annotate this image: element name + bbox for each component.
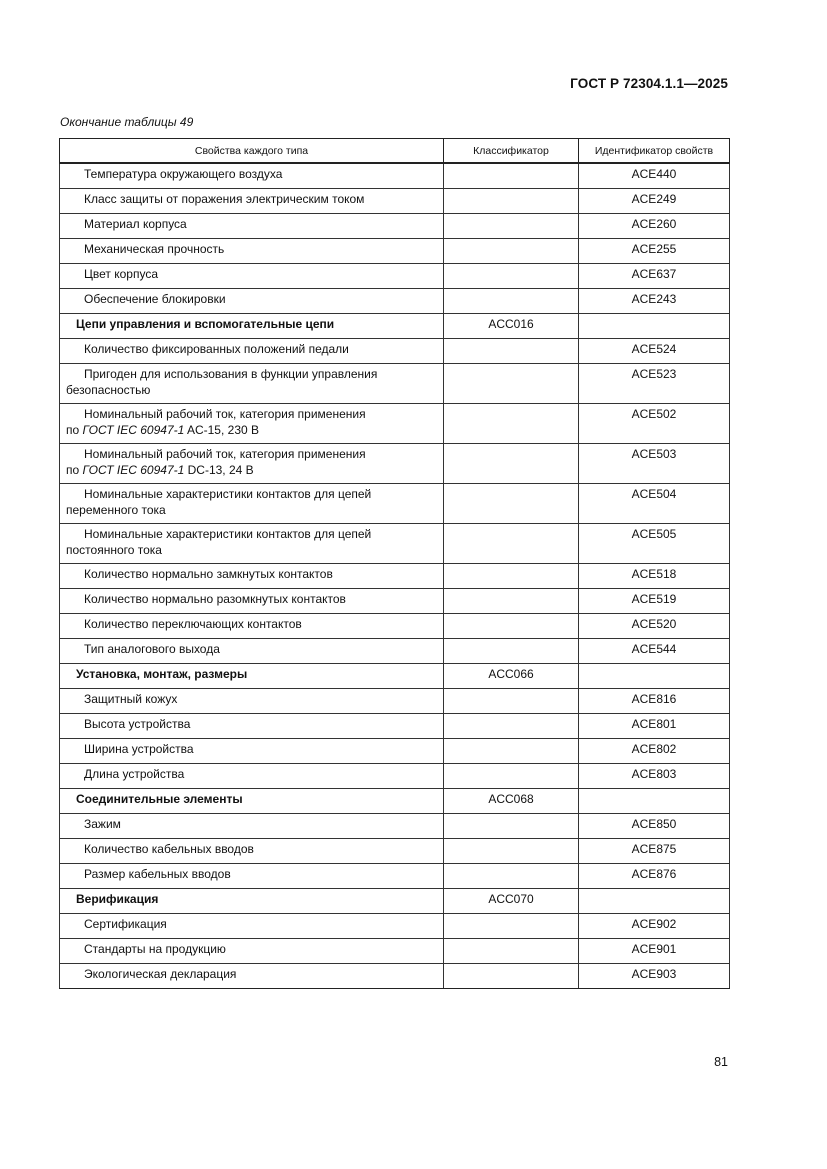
table-row [60,689,730,714]
column-header-properties: Свойства каждого типа [60,139,444,164]
property-name-cell: Стандарты на продукцию [60,939,444,964]
classifier-cell: ACC068 [444,789,579,814]
standard-category: DC-13, 24 В [184,462,254,477]
property-name-cell: Класс защиты от поражения электрическим током [60,189,444,214]
classifier-cell: ACC016 [444,314,579,339]
property-id-cell: ACE801 [579,714,730,739]
property-name-cell: Ширина устройства [60,739,444,764]
classifier-cell [444,214,579,239]
property-name-cell [60,524,444,564]
classifier-cell [444,614,579,639]
property-name-cell: Тип аналогового выхода [60,639,444,664]
classifier-cell [444,939,579,964]
table-row [60,714,730,739]
property-name-cell: Длина устройства [60,764,444,789]
property-name-cell [60,444,444,484]
table-row [60,189,730,214]
property-name-line: постоянного тока [66,542,162,557]
property-id-cell [579,789,730,814]
table-row [60,964,730,989]
page-number: 81 [714,1055,728,1069]
table-row [60,239,730,264]
property-id-cell: ACE255 [579,239,730,264]
property-name-line: Номинальные характеристики контактов для цепей [84,527,372,541]
property-name-cell [60,404,444,444]
table-row [60,214,730,239]
property-name-cell: Высота устройства [60,714,444,739]
table-header-row [60,139,730,164]
classifier-cell: ACC066 [444,664,579,689]
property-name-line [66,463,437,479]
property-id-cell [579,889,730,914]
classifier-cell [444,524,579,564]
property-id-cell: ACE249 [579,189,730,214]
property-id-cell: ACE440 [579,163,730,189]
table-group-row [60,789,730,814]
classifier-cell [444,589,579,614]
classifier-cell [444,689,579,714]
classifier-cell [444,714,579,739]
property-name-cell: Цвет корпуса [60,264,444,289]
classifier-cell [444,484,579,524]
table-row [60,339,730,364]
property-id-cell: ACE901 [579,939,730,964]
property-id-cell: ACE903 [579,964,730,989]
property-name-cell [60,364,444,404]
property-id-cell: ACE503 [579,444,730,484]
property-id-cell [579,314,730,339]
classifier-cell: ACC070 [444,889,579,914]
table-body [60,163,730,989]
property-name-cell: Количество кабельных вводов [60,839,444,864]
property-id-cell: ACE902 [579,914,730,939]
property-name-cell: Количество нормально замкнутых контактов [60,564,444,589]
standard-reference: ГОСТ IEC 60947-1 [82,462,185,477]
classifier-cell [444,839,579,864]
classifier-cell [444,189,579,214]
classifier-cell [444,564,579,589]
group-name-cell: Цепи управления и вспомогательные цепи [60,314,444,339]
group-name-cell: Соединительные элементы [60,789,444,814]
classifier-cell [444,914,579,939]
classifier-cell [444,163,579,189]
property-name-line: Номинальный рабочий ток, категория применения [84,407,366,421]
table-row [60,444,730,484]
property-name-line: переменного тока [66,502,166,517]
table-row [60,564,730,589]
property-id-cell: ACE816 [579,689,730,714]
properties-table [59,138,730,989]
classifier-cell [444,264,579,289]
classifier-cell [444,339,579,364]
property-id-cell: ACE504 [579,484,730,524]
table-row [60,264,730,289]
classifier-cell [444,964,579,989]
property-name-line: Номинальный рабочий ток, категория применения [84,447,366,461]
table-row [60,839,730,864]
standard-prefix: по [66,422,83,437]
column-header-identifier: Идентификатор свойств [579,139,730,164]
property-id-cell: ACE524 [579,339,730,364]
property-name-cell: Температура окружающего воздуха [60,163,444,189]
table-row [60,589,730,614]
property-id-cell [579,664,730,689]
table-row [60,764,730,789]
table-row [60,163,730,189]
property-id-cell: ACE243 [579,289,730,314]
property-id-cell: ACE803 [579,764,730,789]
table-row [60,814,730,839]
classifier-cell [444,404,579,444]
table-row [60,739,730,764]
table-row [60,939,730,964]
property-name-cell: Защитный кожух [60,689,444,714]
group-name-cell: Установка, монтаж, размеры [60,664,444,689]
property-name-cell: Экологическая декларация [60,964,444,989]
table-row [60,364,730,404]
property-name-cell: Количество нормально разомкнутых контактов [60,589,444,614]
table-row [60,524,730,564]
property-name-cell [60,484,444,524]
table-caption: Окончание таблицы 49 [60,115,194,129]
property-id-cell: ACE544 [579,639,730,664]
property-id-cell: ACE876 [579,864,730,889]
property-id-cell: ACE518 [579,564,730,589]
property-name-cell: Зажим [60,814,444,839]
classifier-cell [444,444,579,484]
classifier-cell [444,864,579,889]
table-group-row [60,889,730,914]
property-name-cell: Механическая прочность [60,239,444,264]
property-id-cell: ACE519 [579,589,730,614]
standard-category: AC-15, 230 В [184,422,260,437]
property-id-cell: ACE520 [579,614,730,639]
property-name-cell: Обеспечение блокировки [60,289,444,314]
group-name-cell: Верификация [60,889,444,914]
table-row [60,404,730,444]
document-code: ГОСТ Р 72304.1.1—2025 [570,76,728,91]
property-name-cell: Количество переключающих контактов [60,614,444,639]
property-name-line: Номинальные характеристики контактов для цепей [84,487,372,501]
property-name-cell: Сертификация [60,914,444,939]
table-row [60,639,730,664]
column-header-classifier: Классификатор [444,139,579,164]
property-id-cell: ACE505 [579,524,730,564]
table-row [60,614,730,639]
standard-reference: ГОСТ IEC 60947-1 [82,422,185,437]
table-row [60,864,730,889]
property-id-cell: ACE260 [579,214,730,239]
property-id-cell: ACE502 [579,404,730,444]
classifier-cell [444,364,579,404]
classifier-cell [444,814,579,839]
property-id-cell: ACE850 [579,814,730,839]
table-row [60,914,730,939]
property-name-line: Пригоден для использования в функции управления [84,367,378,381]
classifier-cell [444,289,579,314]
property-id-cell: ACE523 [579,364,730,404]
properties-table-container [59,138,729,989]
table-group-row [60,664,730,689]
classifier-cell [444,764,579,789]
classifier-cell [444,739,579,764]
property-name-cell: Количество фиксированных положений педали [60,339,444,364]
table-row [60,484,730,524]
property-name-line [66,423,437,439]
classifier-cell [444,639,579,664]
property-name-cell: Размер кабельных вводов [60,864,444,889]
standard-prefix: по [66,462,83,477]
table-row [60,289,730,314]
property-name-cell: Материал корпуса [60,214,444,239]
table-group-row [60,314,730,339]
property-id-cell: ACE637 [579,264,730,289]
classifier-cell [444,239,579,264]
property-id-cell: ACE875 [579,839,730,864]
property-name-line: безопасностью [66,382,151,397]
property-id-cell: ACE802 [579,739,730,764]
